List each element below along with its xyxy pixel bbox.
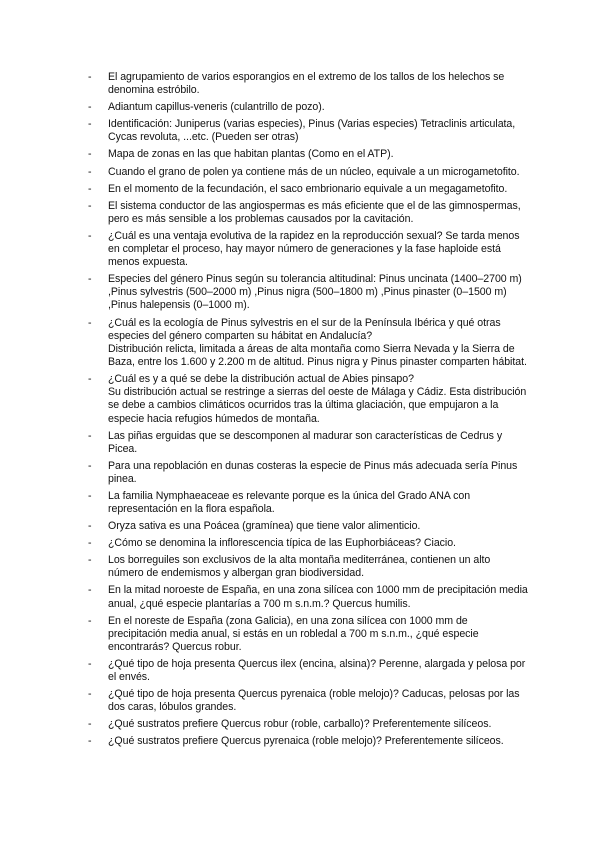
item-text: Especies del género Pinus según su tolerancia altitudinal: Pinus uncinata (1400–2700 m) ,Pinus sylvestris (500–2000 m) ,Pinus nigra (500–1800 m) ,Pinus pinaster (0–1500 m) ,Pinus halepensis (0–1000 m). — [108, 273, 522, 312]
list-item — [88, 584, 528, 610]
dash-bullet: - — [88, 316, 92, 329]
dash-bullet: - — [88, 614, 92, 627]
dash-bullet: - — [88, 71, 92, 83]
dash-bullet: - — [88, 273, 92, 286]
list-item — [88, 118, 528, 144]
list-item — [88, 101, 528, 114]
dash-bullet: - — [88, 537, 92, 550]
item-text: La familia Nymphaeaceae es relevante porque es la única del Grado ANA con representación en la flora española. — [108, 489, 471, 516]
dash-bullet: - — [88, 459, 92, 472]
item-text: Adiantum capillus-veneris (culantrillo de pozo). — [108, 101, 325, 114]
dash-bullet: - — [88, 658, 92, 671]
list-item — [88, 537, 528, 550]
list-item — [88, 615, 528, 654]
bullet-list — [88, 71, 528, 753]
dash-bullet: - — [88, 229, 92, 242]
item-text: El agrupamiento de varios esporangios en el extremo de los tallos de los helechos se denomina estróbilo. — [108, 71, 505, 97]
list-item — [88, 166, 528, 179]
dash-bullet: - — [88, 554, 92, 567]
dash-bullet: - — [88, 429, 92, 442]
item-text: ¿Qué sustratos prefiere Quercus pyrenaica (roble melojo)? Preferentemente silíceos. — [108, 735, 504, 748]
list-item — [88, 230, 528, 269]
item-text: Oryza sativa es una Poácea (gramínea) que tiene valor alimenticio. — [108, 520, 421, 533]
dash-bullet: - — [88, 199, 92, 212]
dash-bullet: - — [88, 520, 92, 533]
dash-bullet: - — [88, 148, 92, 161]
item-text: ¿Qué tipo de hoja presenta Quercus ilex (encina, alsina)? Perenne, alargada y pelosa por el envés. — [108, 658, 526, 684]
item-text: Cuando el grano de polen ya contiene más de un núcleo, equivale a un microgametofito. — [108, 165, 520, 178]
item-text: En el momento de la fecundación, el saco embrionario equivale a un megagametofito. — [108, 182, 508, 195]
dash-bullet: - — [88, 182, 92, 195]
item-answer: Su distribución actual se restringe a sierras del oeste de Málaga y Cádiz. Esta distribución se debe a cambios climáticos ocurridos tras la última glaciación, que empujaron a la especie hacia refugios húmedos de montaña. — [108, 386, 527, 425]
item-text: En el noreste de España (zona Galicia), en una zona silícea con 1000 mm de precipitación media anual, si estás en un robledal a 700 m s.n.m., ¿qué especie encontrarás? Quercus robur. — [108, 614, 479, 653]
dash-bullet: - — [88, 373, 92, 386]
item-question: ¿Cuál es y a qué se debe la distribución actual de Abies pinsapo? — [108, 373, 414, 386]
list-item — [88, 735, 528, 748]
dash-bullet: - — [88, 118, 92, 131]
list-item — [88, 430, 528, 456]
list-item — [88, 520, 528, 533]
item-question: ¿Cuál es la ecología de Pinus sylvestris en el sur de la Península Ibérica y qué otras especies del género comparten su hábitat en Andalucía? — [108, 316, 501, 342]
list-item — [88, 317, 528, 370]
item-text: En la mitad noroeste de España, en una zona silícea con 1000 mm de precipitación media anual, ¿qué especie plantarías a 700 m s.n.m.? Quercus humilis. — [108, 584, 528, 610]
dash-bullet: - — [88, 165, 92, 178]
list-item — [88, 183, 528, 196]
dash-bullet: - — [88, 584, 92, 597]
dash-bullet: - — [88, 101, 92, 114]
item-text: El sistema conductor de las angiospermas es más eficiente que el de las gimnospermas, pero es más sensible a los problemas causados por la cavitación. — [108, 199, 521, 225]
item-text: ¿Cómo se denomina la inflorescencia típica de las Euphorbiáceas? Ciacio. — [108, 537, 456, 550]
list-item — [88, 200, 528, 226]
list-item — [88, 688, 528, 714]
item-text: ¿Qué tipo de hoja presenta Quercus pyrenaica (roble melojo)? Caducas, pelosas por las dos caras, lóbulos grandes. — [108, 688, 520, 714]
dash-bullet: - — [88, 735, 92, 748]
item-text: Las piñas erguidas que se descomponen al madurar son características de Cedrus y Picea. — [108, 429, 503, 455]
dash-bullet: - — [88, 718, 92, 731]
list-item — [88, 460, 528, 486]
dash-bullet: - — [88, 688, 92, 701]
list-item — [88, 71, 528, 97]
list-item — [88, 373, 528, 426]
item-text: Mapa de zonas en las que habitan plantas (Como en el ATP). — [108, 148, 394, 161]
list-item — [88, 554, 528, 580]
list-item — [88, 490, 528, 516]
list-item — [88, 718, 528, 731]
item-text: Los borreguiles son exclusivos de la alta montaña mediterránea, contienen un alto número de endemismos y albergan gran biodiversidad. — [108, 554, 491, 580]
item-text: Para una repoblación en dunas costeras la especie de Pinus más adecuada sería Pinus pinea. — [108, 459, 518, 485]
list-item — [88, 148, 528, 161]
list-item — [88, 658, 528, 684]
list-item — [88, 273, 528, 312]
item-text: ¿Qué sustratos prefiere Quercus robur (roble, carballo)? Preferentemente silíceos. — [108, 718, 492, 731]
item-answer: Distribución relicta, limitada a áreas de alta montaña como Sierra Nevada y la Sierra de Baza, entre los 1.600 y 2.200 m de altitud. Pinus nigra y Pinus pinaster comparten hábitat. — [108, 342, 527, 368]
item-text: Identificación: Juniperus (varias especies), Pinus (Varias especies) Tetraclinis articulata, Cycas revoluta, ...etc. (Pueden ser otras) — [108, 118, 516, 144]
dash-bullet: - — [88, 489, 92, 502]
item-text: ¿Cuál es una ventaja evolutiva de la rapidez en la reproducción sexual? Se tarda menos en completar el proceso, hay mayor número de generaciones y la fase haploide está menos expuesta. — [108, 229, 520, 269]
